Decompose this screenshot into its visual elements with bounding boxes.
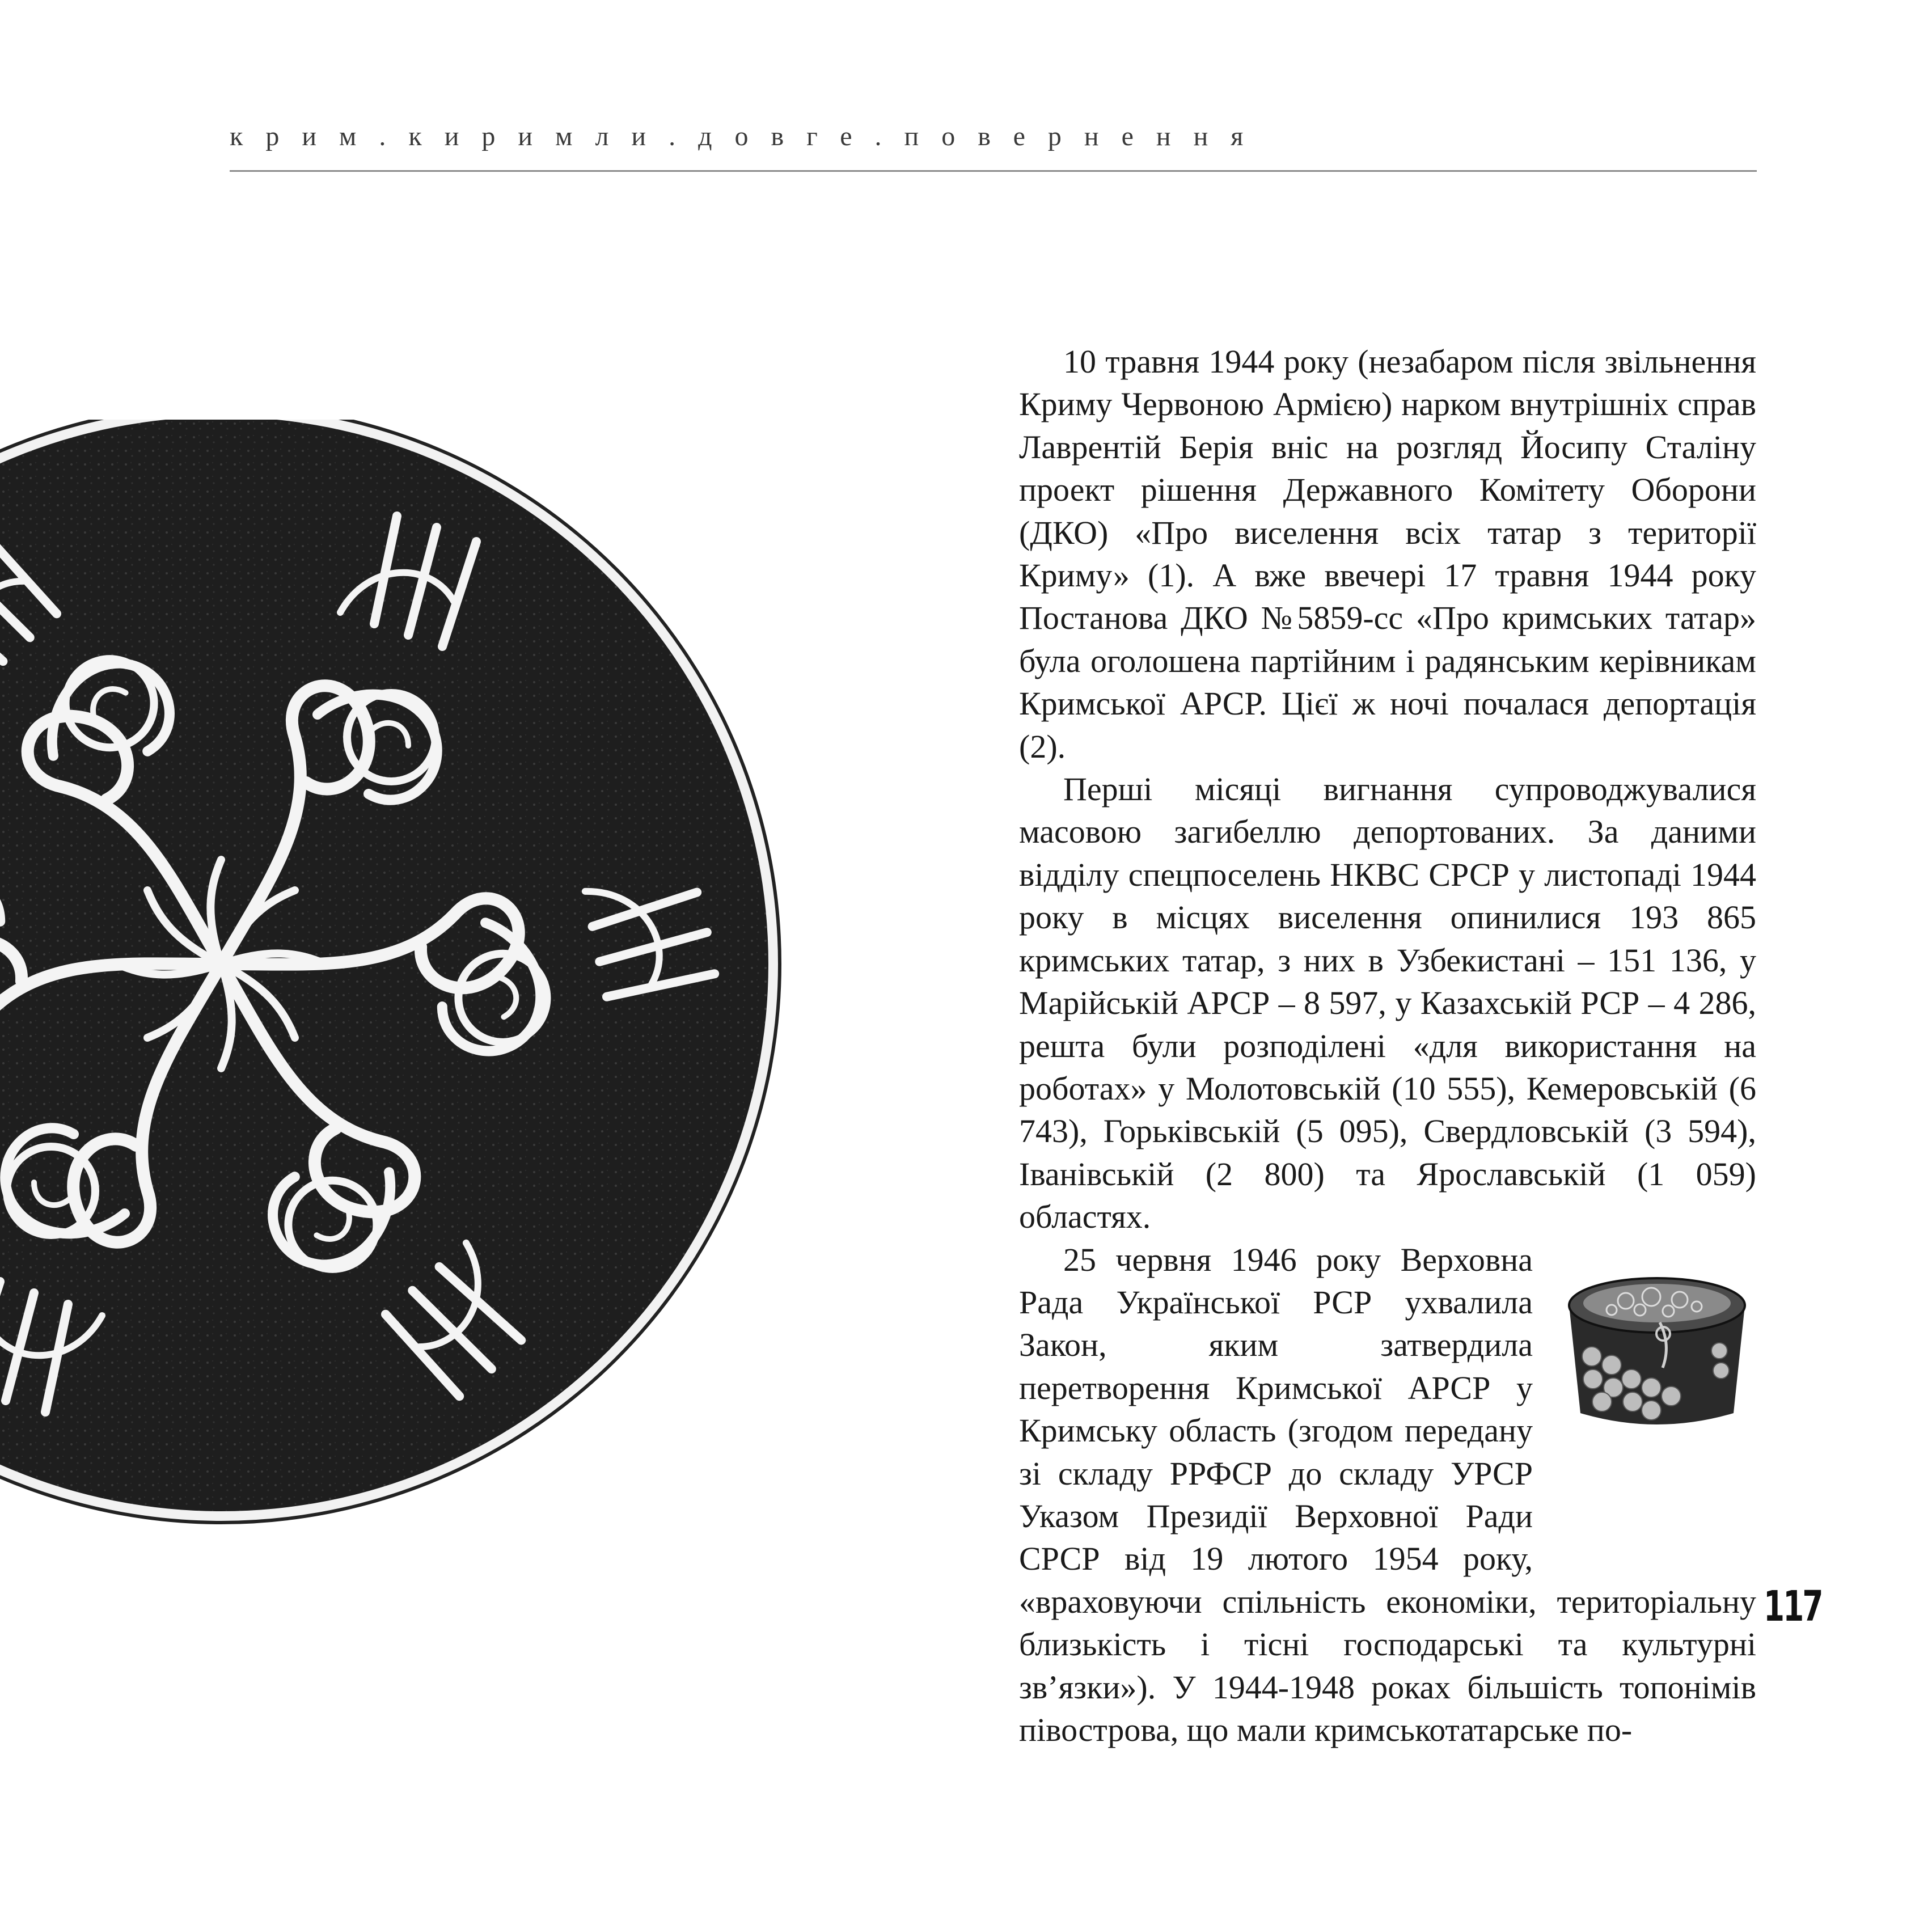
- paragraph-crimea-oblast-law: 25 червня 1946 року Верховна Рада Української РСР ухвалила Закон, яким затвердила перетворення Кримської АРСР у Кримську область (згодом передану зі складу РРФСР до складу УРСР Указом Президії Верховної Ради СРСР від 19 лютого 1954 року, «враховуючи спільність економіки, територіальну близькість і тісні господарські та культурні зв’язки»). У 1944-1948 роках більшість топонімів півострова, що мали кримськотатарське по-: [1019, 1241, 1756, 1748]
- paragraph-exile-statistics: Перші місяці вигнання супроводжувалися масовою загибеллю депортованих. За даними відділу спецпоселень НКВС СРСР у листопаді 1944 року в місцях виселення опинилися 193 865 кримських татар, з них в Узбекистані – 151 136, у Марійській АРСР – 8 597, у Казахській РСР – 4 286, решта були розподілені «для використання на роботах» у Молотовській (10 555), Кемеровській (6 743), Горьківській (5 095), Свердловській (3 594), Іванівській (2 800) та Ярославській (1 059) областях.: [1019, 771, 1756, 1236]
- paragraph-deportation-order: 10 травня 1944 року (незабаром після звільнення Криму Червоною Армією) нарком внутрішніх справ Лаврентій Берія вніс на розгляд Йосипу Сталіну проект рішення Державного Комітету Оборони (ДКО) «Про виселення всіх татар з території Криму» (1). А вже ввечері 17 травня 1944 року Постанова ДКО №5859-сс «Про кримських татар» була оголошена партійним і радянським керівникам Кримської АРСР. Цієї ж ночі почалася депортація (2).: [1019, 343, 1756, 765]
- header-divider: [230, 170, 1757, 172]
- headdress-image: [1558, 1266, 1756, 1549]
- page-number: 117: [1764, 1582, 1822, 1631]
- running-header: крим.киримли.довге.повернення: [230, 121, 1266, 151]
- body-text: [1019, 340, 1756, 1751]
- decorative-dish-image: [0, 420, 794, 1525]
